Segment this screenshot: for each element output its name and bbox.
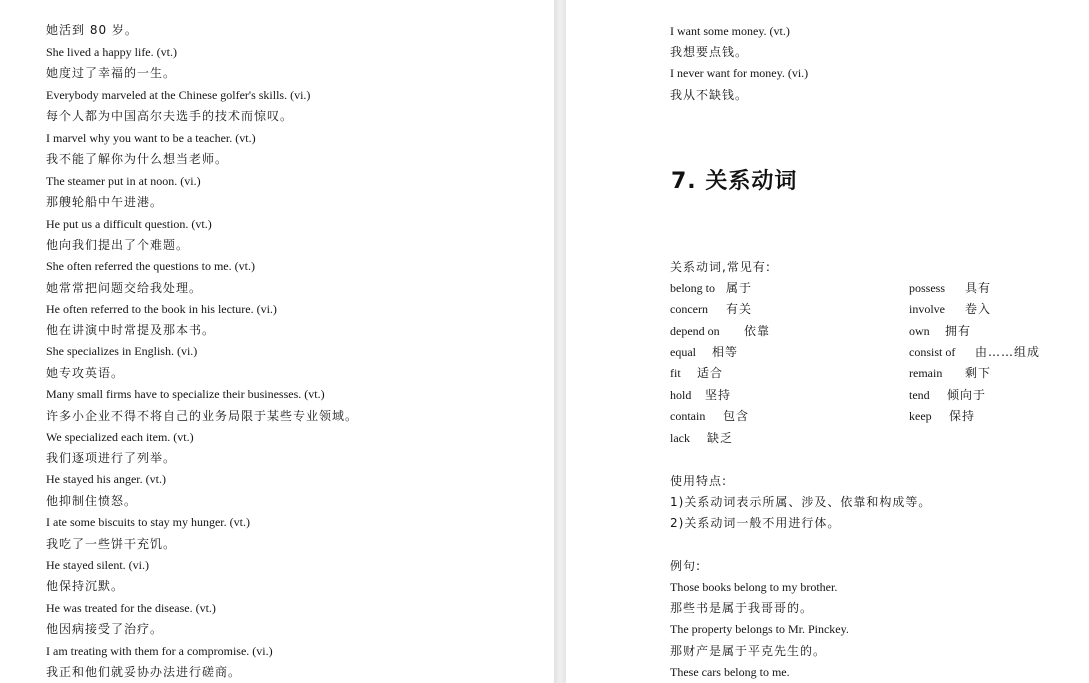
verb-meaning: 缺乏: [707, 431, 734, 445]
text-line: 我不能了解你为什么想当老师。: [46, 152, 229, 166]
verb-item: [909, 323, 971, 339]
verb-item: [670, 430, 733, 446]
right-page: [566, 0, 1089, 683]
text-line: I marvel why you want to be a teacher. (vt.): [46, 131, 256, 145]
verb-english: lack: [670, 431, 690, 445]
text-line: He put us a difficult question. (vt.): [46, 217, 212, 231]
text-line: 她度过了幸福的一生。: [46, 66, 177, 80]
feature-item: 1)关系动词表示所属、涉及、依靠和构成等。: [670, 495, 932, 509]
text-line: She specializes in English. (vi.): [46, 344, 198, 358]
verb-meaning: 剩下: [965, 366, 992, 380]
examples-heading: 例句:: [670, 559, 702, 573]
text-line: I want some money. (vt.): [670, 24, 790, 38]
verb-meaning: 包含: [723, 409, 750, 423]
verb-meaning: 拥有: [945, 324, 972, 338]
features-heading: 使用特点:: [670, 474, 728, 488]
text-line: She lived a happy life. (vt.): [46, 45, 177, 59]
page-gutter: [554, 0, 566, 683]
verb-meaning: 具有: [965, 281, 992, 295]
verb-item: [909, 365, 991, 381]
verb-meaning: 有关: [726, 302, 753, 316]
text-line: 我从不缺钱。: [670, 88, 749, 102]
text-line: Many small firms have to specialize their businesses. (vt.): [46, 387, 325, 401]
intro-text: 关系动词,常见有:: [670, 260, 771, 274]
example-line: These cars belong to me.: [670, 665, 790, 679]
text-line: Everybody marveled at the Chinese golfer's skills. (vi.): [46, 88, 311, 102]
text-line: I ate some biscuits to stay my hunger. (vt.): [46, 515, 250, 529]
verb-item: [909, 408, 975, 424]
text-line: I never want for money. (vi.): [670, 66, 809, 80]
text-line: 她常常把问题交给我处理。: [46, 281, 203, 295]
verb-item: [670, 344, 738, 360]
verb-english: consist of: [909, 345, 956, 359]
verb-english: own: [909, 324, 930, 338]
text-line: 他保持沉默。: [46, 579, 125, 593]
text-line: 他在讲演中时常提及那本书。: [46, 323, 216, 337]
verb-english: belong to: [670, 281, 715, 295]
text-line: 每个人都为中国高尔夫选手的技术而惊叹。: [46, 109, 294, 123]
verb-item: [909, 387, 986, 403]
verb-item: [909, 280, 991, 296]
verb-english: equal: [670, 345, 696, 359]
verb-meaning: 倾向于: [947, 388, 987, 402]
verb-item: [909, 301, 991, 317]
verb-meaning: 依靠: [744, 324, 771, 338]
verb-meaning: 坚持: [705, 388, 732, 402]
text-line: 我正和他们就妥协办法进行磋商。: [46, 665, 242, 679]
verb-meaning: 属于: [726, 281, 753, 295]
verb-meaning: 保持: [949, 409, 976, 423]
text-line: 她专攻英语。: [46, 366, 125, 380]
verb-english: contain: [670, 409, 706, 423]
text-line: 那艘轮船中午进港。: [46, 195, 164, 209]
text-line: 我想要点钱。: [670, 45, 749, 59]
verb-item: [670, 280, 752, 296]
verb-item: [670, 301, 752, 317]
verb-english: keep: [909, 409, 932, 423]
text-line: The steamer put in at noon. (vi.): [46, 174, 201, 188]
verb-meaning: 适合: [697, 366, 724, 380]
verb-item: [670, 387, 731, 403]
example-line: The property belongs to Mr. Pinckey.: [670, 622, 849, 636]
feature-item: 2)关系动词一般不用进行体。: [670, 516, 841, 530]
verb-meaning: 由……组成: [975, 345, 1041, 359]
example-line: 那些书是属于我哥哥的。: [670, 601, 814, 615]
text-line: 她活到 80 岁。: [46, 23, 138, 37]
verb-item: [670, 365, 723, 381]
example-line: 那财产是属于平克先生的。: [670, 644, 827, 658]
verb-english: hold: [670, 388, 692, 402]
verb-english: tend: [909, 388, 930, 402]
verb-english: remain: [909, 366, 943, 380]
verb-meaning: 相等: [712, 345, 739, 359]
text-line: He stayed silent. (vi.): [46, 558, 149, 572]
verb-english: fit: [670, 366, 681, 380]
text-line: 他向我们提出了个难题。: [46, 238, 190, 252]
text-line: He was treated for the disease. (vt.): [46, 601, 216, 615]
example-line: Those books belong to my brother.: [670, 580, 838, 594]
text-line: 我吃了一些饼干充饥。: [46, 537, 177, 551]
section-title: 7. 关系动词: [671, 169, 798, 194]
text-line: She often referred the questions to me. (vt.): [46, 259, 255, 273]
text-line: 他因病接受了治疗。: [46, 622, 164, 636]
verb-english: concern: [670, 302, 708, 316]
text-line: We specialized each item. (vt.): [46, 430, 194, 444]
text-line: 我们逐项进行了列举。: [46, 451, 177, 465]
text-line: I am treating with them for a compromise. (vi.): [46, 644, 273, 658]
verb-english: possess: [909, 281, 946, 295]
text-line: He often referred to the book in his lecture. (vi.): [46, 302, 277, 316]
verb-english: depend on: [670, 324, 720, 338]
text-line: He stayed his anger. (vt.): [46, 472, 166, 486]
verb-item: [909, 344, 1040, 360]
verb-item: [670, 323, 770, 339]
text-line: 许多小企业不得不将自己的业务局限于某些专业领域。: [46, 409, 359, 423]
text-line: 他抑制住愤怒。: [46, 494, 138, 508]
verb-meaning: 卷入: [965, 302, 992, 316]
verb-english: involve: [909, 302, 945, 316]
verb-item: [670, 408, 749, 424]
